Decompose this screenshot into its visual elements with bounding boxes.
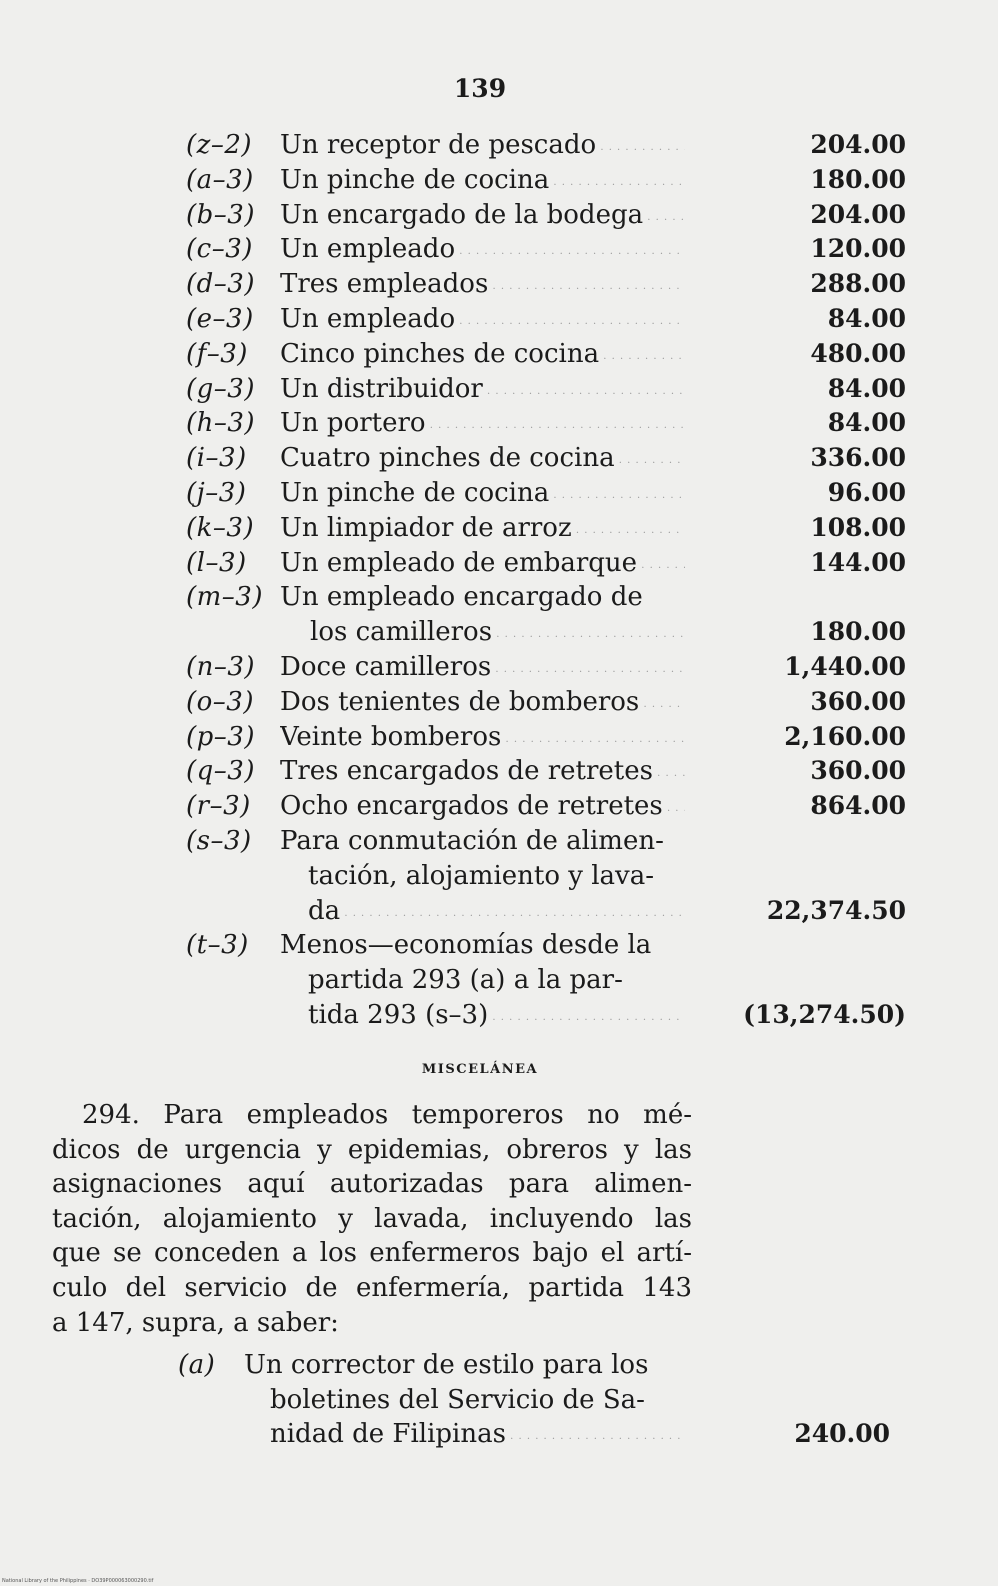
paragraph-line: a 147, supra, a saber: bbox=[52, 1307, 339, 1338]
entry-code: (j–3) bbox=[186, 477, 247, 508]
entry-row bbox=[0, 165, 998, 200]
paragraph-line: asignaciones aquí autorizadas para alimen- bbox=[52, 1169, 692, 1200]
entry-description: Un empleado encargado de bbox=[280, 582, 643, 613]
entry-amount: 180.00 bbox=[810, 164, 906, 194]
entry-row bbox=[0, 826, 998, 861]
entry-description: Un corrector de estilo para los bbox=[244, 1350, 649, 1380]
entry-code: (k–3) bbox=[186, 512, 255, 543]
page-number: 139 bbox=[453, 74, 507, 103]
entry-row bbox=[0, 1000, 998, 1035]
entry-description: da . . . bbox=[308, 896, 685, 926]
entry-description: Veinte bomberos . . . bbox=[280, 722, 685, 752]
entry-description: Un empleado de embarque . . . bbox=[280, 548, 685, 578]
entry-amount: 240.00 bbox=[794, 1419, 890, 1449]
entry-description: Un encargado de la bodega . . . bbox=[280, 200, 685, 230]
final-entry bbox=[0, 1350, 998, 1454]
entry-row bbox=[0, 513, 998, 548]
entry-code: (r–3) bbox=[186, 791, 251, 822]
entry-row bbox=[0, 130, 998, 165]
entry-amount: 120.00 bbox=[810, 234, 906, 264]
paragraph-line: dicos de urgencia y epidemias, obreros y las bbox=[52, 1134, 692, 1165]
entry-description: Tres empleados . . . bbox=[280, 269, 685, 299]
entry-amount: 480.00 bbox=[810, 338, 906, 368]
entry-code: (o–3) bbox=[186, 686, 254, 717]
entry-row bbox=[0, 443, 998, 478]
entry-code: (e–3) bbox=[186, 303, 254, 334]
entry-row bbox=[0, 374, 998, 409]
entry-row bbox=[0, 478, 998, 513]
entry-code: (c–3) bbox=[186, 234, 253, 265]
entry-description: nidad de Filipinas . . . bbox=[270, 1419, 684, 1449]
entry-row bbox=[0, 1385, 998, 1420]
entry-amount: 2,160.00 bbox=[784, 721, 906, 751]
entry-code: (p–3) bbox=[186, 721, 255, 752]
footer-credit: National Library of the Philippines · DO39P000063000290.tif bbox=[2, 1578, 154, 1584]
entry-amount: 180.00 bbox=[810, 617, 906, 647]
section-heading: MISCELÁNEA bbox=[421, 1062, 539, 1077]
paragraph-line: culo del servicio de enfermería, partida 143 bbox=[52, 1272, 692, 1303]
entry-description: Cuatro pinches de cocina . . . bbox=[280, 443, 685, 473]
entry-description: Un limpiador de arroz . . . bbox=[280, 513, 685, 543]
entry-code: (q–3) bbox=[186, 756, 255, 787]
entry-row bbox=[0, 722, 998, 757]
entry-code: (z–2) bbox=[186, 130, 253, 160]
entry-description: Doce camilleros . . . bbox=[280, 652, 685, 682]
entry-description: Cinco pinches de cocina . . . bbox=[280, 339, 685, 369]
entry-code: (d–3) bbox=[186, 269, 255, 300]
entry-amount: 84.00 bbox=[827, 303, 906, 333]
entry-description: partida 293 (a) a la par- bbox=[308, 965, 623, 996]
entry-row bbox=[0, 234, 998, 269]
entry-description: tida 293 (s–3) . . . bbox=[308, 1000, 685, 1030]
entry-row bbox=[0, 1419, 998, 1454]
entry-amount: 144.00 bbox=[810, 547, 906, 577]
entry-code: (t–3) bbox=[186, 930, 249, 961]
entry-description: Para conmutación de alimen- bbox=[280, 825, 664, 856]
entry-description: Ocho encargados de retretes . . . bbox=[280, 791, 685, 821]
entry-amount: 84.00 bbox=[827, 373, 906, 403]
entry-amount: 204.00 bbox=[810, 199, 906, 229]
entry-description: los camilleros . . . bbox=[310, 617, 687, 647]
entry-code: (s–3) bbox=[186, 825, 252, 856]
entry-description: Un empleado . . . bbox=[280, 234, 685, 264]
entry-row bbox=[0, 339, 998, 374]
entry-amount: 1,440.00 bbox=[784, 651, 906, 681]
entry-description: Menos—economías desde la bbox=[280, 930, 652, 961]
entry-amount: 288.00 bbox=[810, 269, 906, 299]
entry-code: (n–3) bbox=[186, 651, 256, 682]
entry-amount: 204.00 bbox=[810, 130, 906, 159]
entry-code: (a) bbox=[178, 1350, 216, 1380]
entry-row bbox=[0, 896, 998, 931]
entry-description: Un empleado . . . bbox=[280, 304, 685, 334]
entry-description: Un pinche de cocina . . . bbox=[280, 165, 685, 195]
entry-row bbox=[0, 304, 998, 339]
entry-amount: 96.00 bbox=[827, 477, 906, 507]
entry-description: Tres encargados de retretes . . . bbox=[280, 756, 685, 786]
entry-description: Dos tenientes de bomberos . . . bbox=[280, 687, 685, 717]
entry-row bbox=[0, 687, 998, 722]
entry-amount: 864.00 bbox=[810, 791, 906, 821]
entry-row bbox=[0, 408, 998, 443]
entry-description: tación, alojamiento y lava- bbox=[308, 860, 654, 891]
entry-row bbox=[0, 791, 998, 826]
entry-row bbox=[0, 548, 998, 583]
entry-row bbox=[0, 200, 998, 235]
entry-amount: 22,374.50 bbox=[766, 895, 906, 925]
entry-code: (b–3) bbox=[186, 199, 255, 230]
entry-amount: (13,274.50) bbox=[743, 999, 906, 1029]
entry-row bbox=[0, 930, 998, 965]
paragraph-line: tación, alojamiento y lavada, incluyendo las bbox=[52, 1203, 692, 1234]
entry-row bbox=[0, 756, 998, 791]
entry-amount: 108.00 bbox=[810, 512, 906, 542]
appropriation-list bbox=[0, 130, 998, 1035]
entry-row bbox=[0, 1350, 998, 1385]
paragraph-line: 294. Para empleados temporeros no mé- bbox=[82, 1100, 692, 1130]
entry-code: (i–3) bbox=[186, 443, 247, 474]
entry-row bbox=[0, 861, 998, 896]
entry-row bbox=[0, 652, 998, 687]
entry-code: (h–3) bbox=[186, 408, 256, 439]
entry-code: (a–3) bbox=[186, 164, 254, 195]
entry-amount: 336.00 bbox=[810, 443, 906, 473]
entry-row bbox=[0, 617, 998, 652]
entry-row bbox=[0, 269, 998, 304]
entry-code: (m–3) bbox=[186, 582, 263, 613]
entry-code: (l–3) bbox=[186, 547, 247, 578]
entry-amount: 84.00 bbox=[827, 408, 906, 438]
entry-amount: 360.00 bbox=[810, 686, 906, 716]
paragraph-line: que se conceden a los enfermeros bajo el artí- bbox=[52, 1238, 692, 1269]
entry-row bbox=[0, 582, 998, 617]
paragraph-294 bbox=[52, 1098, 692, 1340]
entry-description: Un receptor de pescado . . . bbox=[280, 130, 685, 160]
entry-description: Un portero . . . bbox=[280, 408, 685, 438]
entry-amount: 360.00 bbox=[810, 756, 906, 786]
entry-code: (g–3) bbox=[186, 373, 255, 404]
entry-description: boletines del Servicio de Sa- bbox=[270, 1384, 645, 1415]
entry-description: Un pinche de cocina . . . bbox=[280, 478, 685, 508]
entry-code: (f–3) bbox=[186, 338, 248, 369]
entry-row bbox=[0, 965, 998, 1000]
entry-description: Un distribuidor . . . bbox=[280, 374, 685, 404]
